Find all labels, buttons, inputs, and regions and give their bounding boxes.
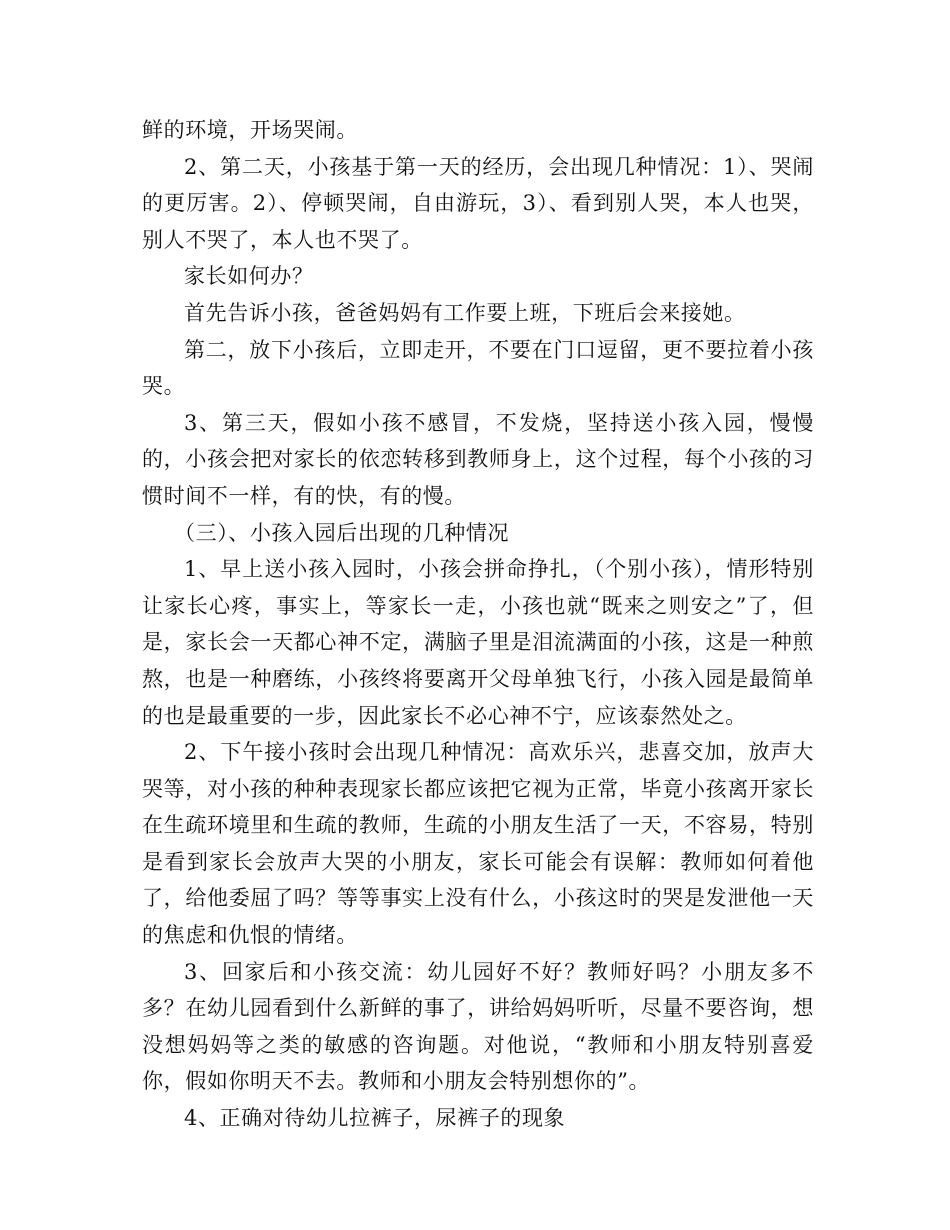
paragraph-day-three: 3、第三天，假如小孩不感冒，不发烧，坚持送小孩入园，慢慢的，小孩会把对家长的依恋转移到教师身上，这个过程，每个小孩的习惯时间不一样，有的快，有的慢。	[142, 410, 814, 508]
paragraph-question: 家长如何办？	[184, 264, 314, 289]
paragraph-day-two: 2、第二天，小孩基于第一天的经历，会出现几种情况：1）、哭闹的更厉害。2）、停顿哭闹，自由游玩，3）、看到别人哭，本人也哭，别人不哭了，本人也不哭了。	[142, 154, 814, 252]
paragraph-afternoon: 2、下午接小孩时会出现几种情况：高欢乐兴，悲喜交加，放声大哭等，对小孩的种种表现家长都应该把它视为正常，毕竟小孩离开家长在生疏环境里和生疏的教师，生疏的小朋友生活了一天，不容易，特别是看到家长会放声大哭的小朋友，家长可能会有误解：教师如何着他了，给他委屈了吗？等等事实上没有什么，小孩这时的哭是发泄他一天的焦虑和仇恨的情绪。	[142, 740, 814, 948]
paragraph-morning: 1、早上送小孩入园时，小孩会拼命挣扎，（个别小孩），情形特别让家长心疼，事实上，等家长一走，小孩也就“既来之则安之”了，但是，家长会一天都心神不定，满脑子里是泪流满面的小孩，这是一种煎熬，也是一种磨练，小孩终将要离开父母单独飞行，小孩入园是最简单的也是最重要的一步，因此家长不必心神不宁，应该泰然处之。	[142, 557, 814, 728]
section-heading: （三）、小孩入园后出现的几种情况	[174, 520, 510, 545]
paragraph-continuation: 鲜的环境，开场哭闹。	[142, 118, 358, 142]
paragraph-accidents: 4、正确对待幼儿拉裤子，尿裤子的现象	[184, 1106, 566, 1131]
paragraph-second-advice: 第二，放下小孩后，立即走开，不要在门口逗留，更不要拉着小孩哭。	[142, 337, 814, 399]
paragraph-home: 3、回家后和小孩交流：幼儿园好不好？教师好吗？小朋友多不多？在幼儿园看到什么新鲜的事了，讲给妈妈听听，尽量不要咨询，想没想妈妈等之类的敏感的咨询题。对他说，“教师和小朋友特别喜爱你，假如你明天不去。教师和小朋友会特别想你的”。	[142, 959, 814, 1094]
document-body	[142, 112, 814, 1137]
paragraph-first-advice: 首先告诉小孩，爸爸妈妈有工作要上班，下班后会来接她。	[184, 300, 746, 325]
